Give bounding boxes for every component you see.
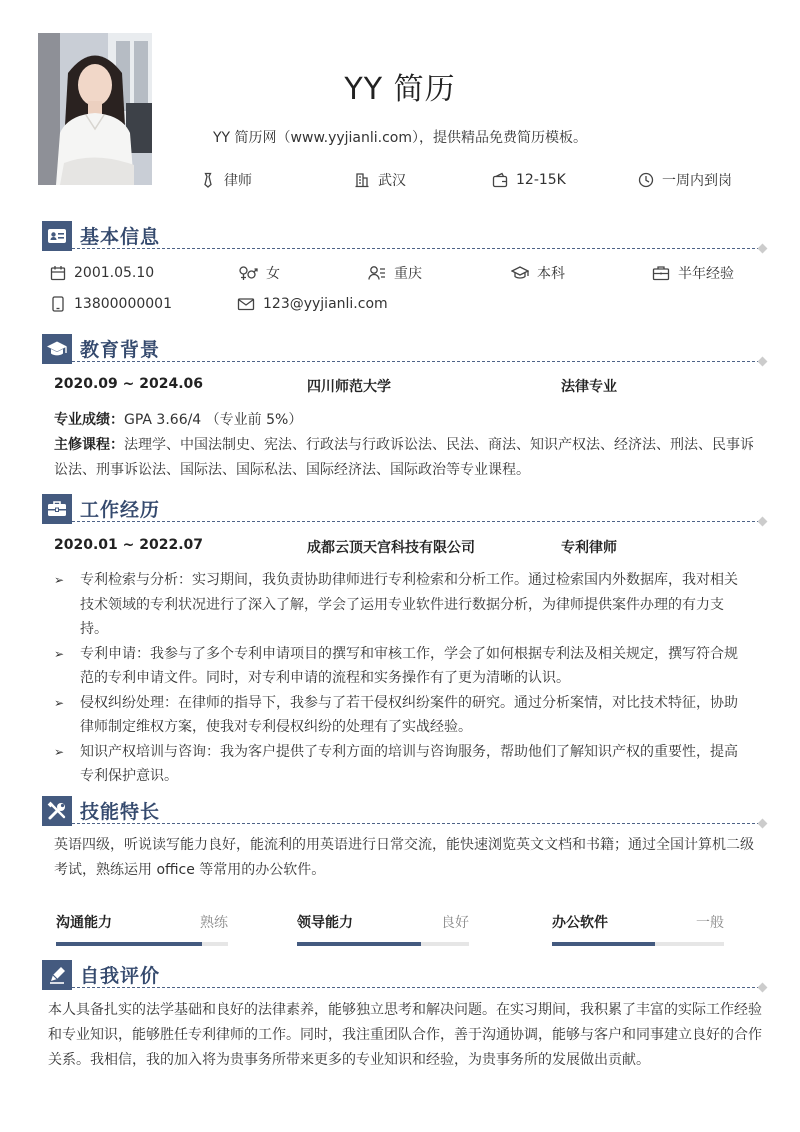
skill-bar-fill — [56, 942, 202, 946]
skill-level: 一般 — [696, 915, 724, 931]
education-courses-label: 主修课程： — [54, 437, 124, 453]
meta-position — [200, 170, 252, 190]
skill-bar-fill — [552, 942, 655, 946]
briefcase-icon — [42, 494, 72, 524]
section-divider-end — [758, 357, 768, 367]
section-divider — [72, 823, 760, 824]
skill-name: 办公软件 — [552, 915, 608, 931]
section-header-work — [42, 492, 766, 524]
building-icon — [354, 172, 370, 188]
section-divider — [72, 987, 760, 988]
education-details — [54, 408, 766, 483]
skill-office — [552, 912, 724, 948]
graduation-cap-icon — [42, 334, 72, 364]
pen-icon — [42, 960, 72, 990]
mail-icon — [237, 296, 255, 312]
meta-salary-text: 12-15K — [516, 172, 566, 188]
user-icon — [368, 265, 386, 281]
info-phone-text: 13800000001 — [74, 296, 172, 312]
resume-title: YY 简历 — [344, 72, 456, 107]
resume-subtitle: YY 简历网（www.yyjianli.com），提供精品免费简历模板。 — [213, 130, 587, 146]
info-hometown — [368, 264, 422, 282]
skill-name: 领导能力 — [297, 915, 353, 931]
section-divider-end — [758, 244, 768, 254]
skill-leadership — [297, 912, 469, 948]
id-card-icon — [42, 221, 72, 251]
clock-icon — [638, 172, 654, 188]
skill-level: 熟练 — [200, 915, 228, 931]
meta-city-text: 武汉 — [378, 173, 406, 189]
info-hometown-text: 重庆 — [394, 266, 422, 282]
meta-availability-text: 一周内到岗 — [662, 173, 732, 189]
education-courses-value: 法理学、中国法制史、宪法、行政法与行政诉讼法、民法、商法、知识产权法、经济法、刑法、民事诉讼法、刑事诉讼法、国际法、国际私法、国际经济法、国际政治等专业课程。 — [54, 437, 754, 478]
calendar-icon — [50, 265, 66, 281]
meta-salary — [492, 170, 566, 190]
skill-communication — [56, 912, 228, 948]
work-company: 成都云顶天宫科技有限公司 — [307, 540, 475, 556]
skill-bar-track — [297, 942, 469, 946]
section-header-skills — [42, 794, 766, 826]
work-bullet: ➢ 专利申请：我参与了多个专利申请项目的撰写和审核工作，学会了如何根据专利法及相关规定，撰写符合规范的专利申请文件。同时，对专利申请的流程和实务操作有了更为清晰的认识。 — [54, 642, 744, 691]
work-bullets — [54, 568, 744, 789]
section-title-self-eval: 自我评价 — [80, 965, 161, 987]
work-bullet: ➢ 知识产权培训与咨询：我为客户提供了专利方面的培训与咨询服务，帮助他们了解知识产权的重要性，提高专利保护意识。 — [54, 740, 744, 789]
education-major: 法律专业 — [561, 379, 617, 395]
education-period: 2020.09 ~ 2024.06 — [54, 376, 204, 392]
info-degree-text: 本科 — [537, 266, 565, 282]
info-degree — [511, 264, 565, 282]
info-email-text: 123@yyjianli.com — [263, 296, 388, 312]
education-school: 四川师范大学 — [307, 379, 391, 395]
tie-icon — [200, 172, 216, 188]
info-gender — [238, 264, 280, 282]
skill-name: 沟通能力 — [56, 915, 112, 931]
tools-icon — [42, 796, 72, 826]
briefcase-icon — [652, 265, 670, 281]
info-email — [237, 295, 388, 313]
section-divider-end — [758, 983, 768, 993]
info-birthday — [50, 264, 154, 282]
education-score-value: GPA 3.66/4 （专业前 5%） — [124, 412, 303, 428]
section-title-basic-info: 基本信息 — [80, 226, 161, 248]
meta-position-text: 律师 — [224, 173, 252, 189]
meta-city — [354, 170, 406, 190]
education-score-label: 专业成绩： — [54, 412, 124, 428]
section-divider — [72, 248, 760, 249]
graduation-cap-icon — [511, 265, 529, 281]
phone-icon — [50, 296, 66, 312]
wallet-icon — [492, 172, 508, 188]
work-bullet: ➢ 专利检索与分析：实习期间，我负责协助律师进行专利检索和分析工作。通过检索国内外数据库，我对相关技术领域的专利状况进行了深入了解，学会了运用专业软件进行数据分析，为律师提供案件办理的有力支持。 — [54, 568, 744, 642]
education-score — [54, 408, 766, 433]
section-header-basic-info — [42, 219, 766, 251]
section-divider — [72, 361, 760, 362]
section-header-education — [42, 332, 766, 364]
info-birthday-text: 2001.05.10 — [74, 265, 155, 281]
info-gender-text: 女 — [266, 266, 280, 282]
section-title-work: 工作经历 — [80, 499, 161, 521]
skills-text: 英语四级，听说读写能力良好，能流利的用英语进行日常交流，能快速浏览英文文档和书籍；通过全国计算机二级考试，熟练运用 office 等常用的办公软件。 — [54, 837, 754, 878]
skill-bar-fill — [297, 942, 421, 946]
section-title-education: 教育背景 — [80, 339, 161, 361]
info-experience-text: 半年经验 — [678, 266, 734, 282]
skill-level: 良好 — [441, 915, 469, 931]
work-period: 2020.01 ~ 2022.07 — [54, 537, 204, 553]
profile-photo — [38, 33, 152, 185]
section-title-skills: 技能特长 — [80, 801, 161, 823]
info-experience — [652, 264, 734, 282]
info-phone — [50, 295, 172, 313]
skill-bar-track — [552, 942, 724, 946]
section-divider-end — [758, 819, 768, 829]
section-header-self-eval — [42, 958, 766, 990]
meta-availability — [638, 170, 732, 190]
skill-bar-track — [56, 942, 228, 946]
work-role: 专利律师 — [561, 540, 617, 556]
education-courses — [54, 433, 766, 483]
section-divider — [72, 521, 760, 522]
self-eval-text: 本人具备扎实的法学基础和良好的法律素养，能够独立思考和解决问题。在实习期间，我积累了丰富的实际工作经验和专业知识，能够胜任专利律师的工作。同时，我注重团队合作，善于沟通协调，能够与客户和同事建立良好的合作关系。我相信，我的加入将为贵事务所带来更多的专业知识和经验，为贵事务所的发展做出贡献。 — [48, 1002, 762, 1068]
section-divider-end — [758, 517, 768, 527]
gender-icon — [238, 265, 258, 281]
work-bullet: ➢ 侵权纠纷处理：在律师的指导下，我参与了若干侵权纠纷案件的研究。通过分析案情，对比技术特征，协助律师制定维权方案，使我对专利侵权纠纷的处理有了实战经验。 — [54, 691, 744, 740]
